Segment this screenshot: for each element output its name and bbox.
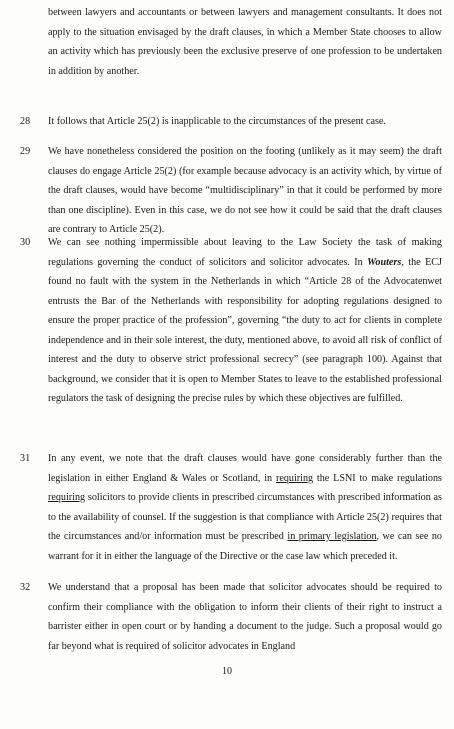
underlined-primary-legislation: in primary legislation: [287, 531, 377, 542]
paragraph-29: We have nonetheless considered the position on the footing (unlikely as it may seem) the draft clauses do engage Article 25(2) (for example because advocacy is an activity which, by virtue of the draft clauses, would have become “multidisciplinary” in that it could be performed by more than one discipline). Even in this case, we do not see how it could be said that the draft clauses are contrary to Article 25(2).: [48, 146, 442, 235]
paragraph-31-text-b: the LSNI to make regulations: [313, 472, 442, 484]
underlined-requiring-1: requiring: [275, 472, 314, 484]
page-number: 10: [222, 666, 232, 677]
case-name-wouters: Wouters: [367, 256, 402, 268]
paragraph-31-text-d: , we can see no warrant for it in either the language of the Directive or the case law which preceded it.: [48, 531, 442, 562]
paragraph-number-29: 29: [20, 146, 31, 157]
paragraph-31: [48, 449, 442, 566]
paragraph-28: It follows that Article 25(2) is inapplicable to the circumstances of the present case.: [48, 116, 386, 127]
paragraph-31-text-a: In any event, we note that the draft clauses would have gone considerably further than the legislation in either England & Wales or Scotland, in: [48, 453, 442, 484]
paragraph-31-text-c: solicitors to provide clients in prescribed circumstances with prescribed information as to the availability of counsel. If the suggestion is that compliance with Article 25(2) requires that the circumstances and/or information must be prescribed: [48, 492, 442, 542]
paragraph-number-31: 31: [20, 453, 31, 464]
underlined-requiring-2: requiring: [48, 492, 86, 503]
paragraph-30: [48, 233, 442, 409]
paragraph-number-32: 32: [20, 582, 31, 593]
paragraph-32: We understand that a proposal has been made that solicitor advocates should be required to confirm their compliance with the obligation to inform their clients of their right to instruct a barrister either in open court or by handing a document to the judge. Such a proposal would go far beyond what is required of solicitor advocates in England: [48, 582, 442, 652]
intro-paragraph: between lawyers and accountants or between lawyers and management consultants. It does not apply to the situation envisaged by the draft clauses, in which a Member State chooses to allow an activity which has previously been the exclusive preserve of one profession to be undertaken in addition by another.: [48, 7, 442, 77]
paragraph-30-text-b: , the ECJ found no fault with the system in the Netherlands in which “Article 28 of the Advocatenwet entrusts the Bar of the Netherlands with responsibility for adopting regulations designed to ensure the proper practice of the profession”, governing “the duty to act for clients in complete independence and in their sole interest, the duty, mentioned above, to avoid all risk of conflict of interest and the duty to observe strict professional secrecy” (see paragraph 100). Against that background, we consider that it is open to Member States to leave to the established professional regulators the task of designing the precise rules by which these objectives are fulfilled.: [48, 256, 442, 404]
paragraph-number-28: 28: [20, 116, 31, 127]
paragraph-number-30: 30: [20, 237, 31, 248]
paragraph-30-text-a: We can see nothing impermissible about leaving to the Law Society the task of making regulations governing the conduct of solicitors and solicitor advocates. In: [48, 237, 442, 268]
